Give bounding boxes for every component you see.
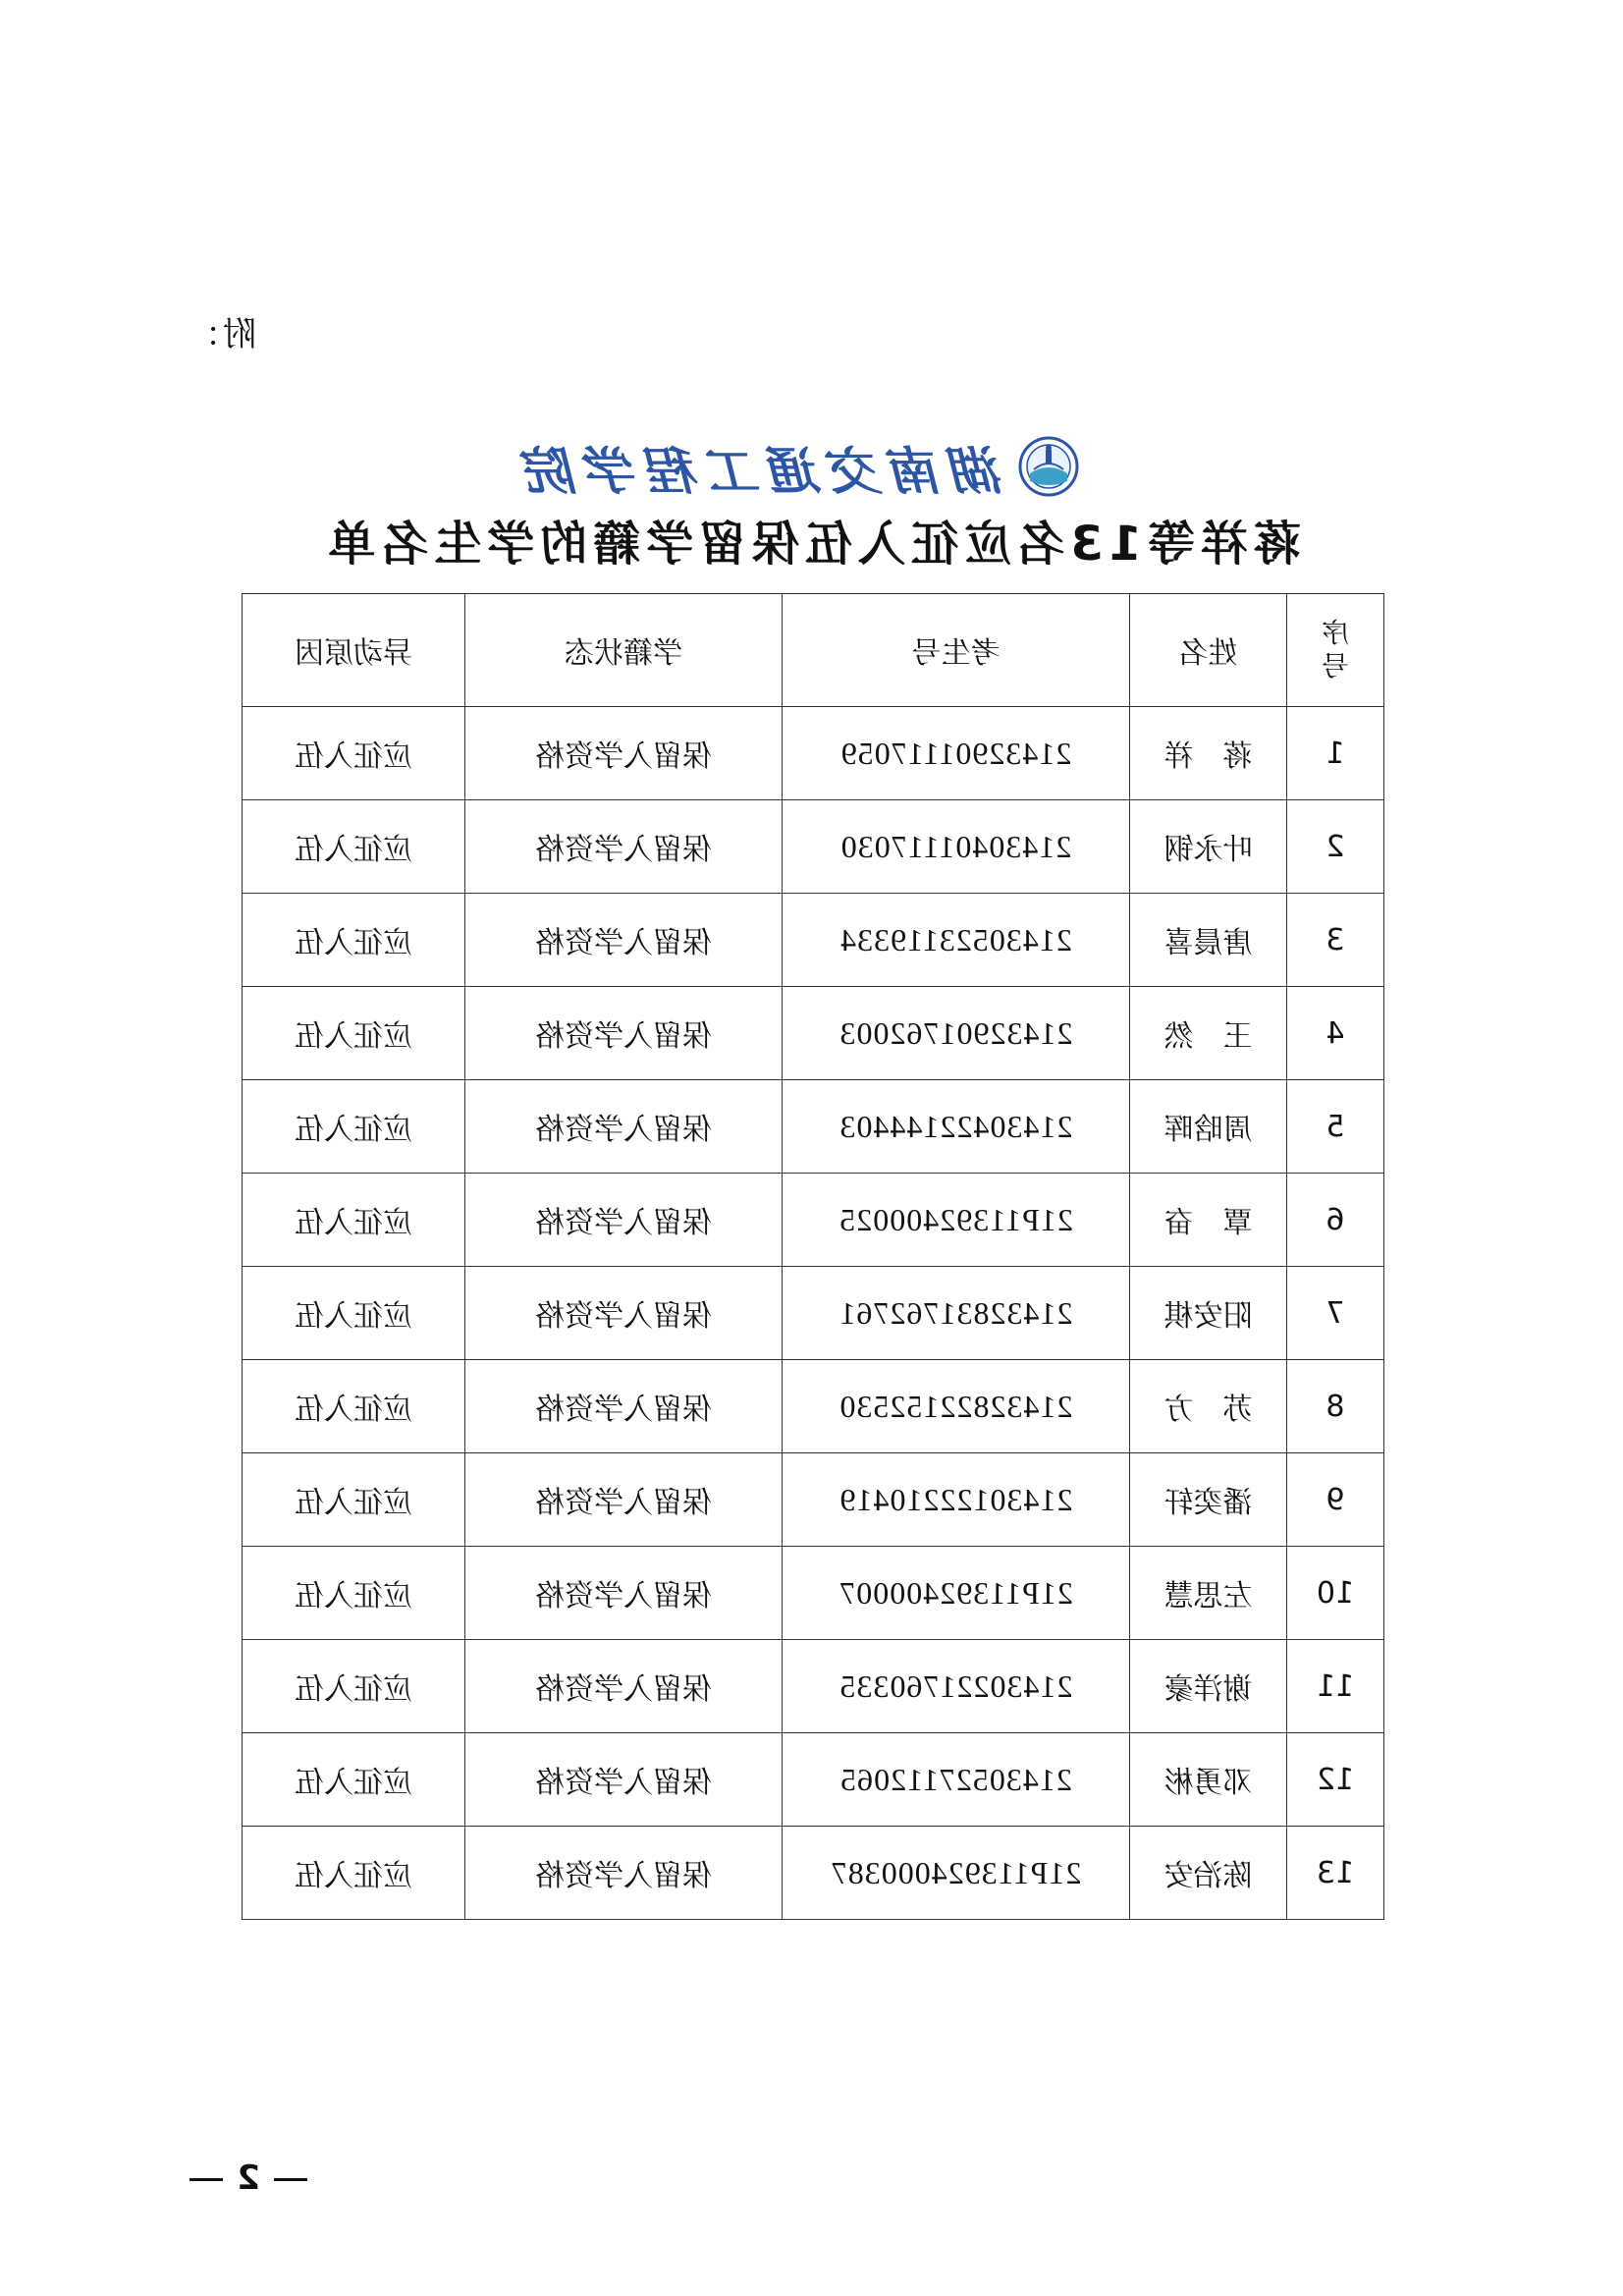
cell-status: 保留入学资格: [465, 1174, 783, 1267]
cell-no: 5: [1287, 1080, 1384, 1174]
cell-reason: 应征入伍: [243, 800, 465, 894]
cell-status: 保留入学资格: [465, 1267, 783, 1360]
cell-status: 保留入学资格: [465, 987, 783, 1080]
cell-status: 保留入学资格: [465, 1453, 783, 1547]
cell-exam-id: 21432901117059: [783, 707, 1130, 800]
cell-status: 保留入学资格: [465, 1827, 783, 1920]
table-row: [243, 1453, 1384, 1547]
cell-exam-id: 21P11392400025: [783, 1174, 1130, 1267]
cell-exam-id: 21430523119334: [783, 894, 1130, 987]
cell-no: 1: [1287, 707, 1384, 800]
table-header-row: [243, 594, 1384, 707]
table-row: [243, 1640, 1384, 1733]
cell-no: 2: [1287, 800, 1384, 894]
cell-no: 7: [1287, 1267, 1384, 1360]
table-row: [243, 987, 1384, 1080]
cell-name: 苏 方: [1130, 1360, 1287, 1453]
table-row: [243, 707, 1384, 800]
cell-no: 4: [1287, 987, 1384, 1080]
cell-exam-id: 21432822152530: [783, 1360, 1130, 1453]
cell-exam-id: 21432901762003: [783, 987, 1130, 1080]
cell-no: 12: [1287, 1733, 1384, 1827]
table-row: [243, 1733, 1384, 1827]
cell-reason: 应征入伍: [243, 1547, 465, 1640]
cell-status: 保留入学资格: [465, 707, 783, 800]
cell-reason: 应征入伍: [243, 1640, 465, 1733]
cell-exam-id: 21430122210419: [783, 1453, 1130, 1547]
header-no-label: 序号: [1321, 617, 1349, 683]
dash-right: [189, 2178, 223, 2181]
cell-reason: 应征入伍: [243, 894, 465, 987]
cell-name: 唐晨喜: [1130, 894, 1287, 987]
cell-name: 陈治安: [1130, 1827, 1287, 1920]
cell-status: 保留入学资格: [465, 800, 783, 894]
school-logo: [516, 432, 1079, 502]
cell-reason: 应征入伍: [243, 1827, 465, 1920]
school-seal-icon: [1018, 436, 1079, 497]
cell-name: 覃 奋: [1130, 1174, 1287, 1267]
cell-reason: 应征入伍: [243, 1267, 465, 1360]
cell-no: 8: [1287, 1360, 1384, 1453]
cell-no: 13: [1287, 1827, 1384, 1920]
cell-status: 保留入学资格: [465, 1733, 783, 1827]
cell-status: 保留入学资格: [465, 1360, 783, 1453]
student-table: [242, 593, 1384, 1920]
table-row: [243, 1360, 1384, 1453]
cell-no: 6: [1287, 1174, 1384, 1267]
cell-status: 保留入学资格: [465, 1080, 783, 1174]
table-row: [243, 894, 1384, 987]
header-name: 姓名: [1130, 594, 1287, 707]
cell-exam-id: 21432831762761: [783, 1267, 1130, 1360]
cell-name: 邓勇彬: [1130, 1733, 1287, 1827]
header-reason: 异动原因: [243, 594, 465, 707]
table-row: [243, 1174, 1384, 1267]
table-row: [243, 1267, 1384, 1360]
header-no: [1287, 594, 1384, 707]
cell-name: 周晗晖: [1130, 1080, 1287, 1174]
cell-reason: 应征入伍: [243, 987, 465, 1080]
cell-reason: 应征入伍: [243, 1174, 465, 1267]
cell-name: 王 然: [1130, 987, 1287, 1080]
cell-exam-id: 21P11392400007: [783, 1547, 1130, 1640]
page-title: 蒋祥等13名应征入伍保留学籍的学生名单: [322, 517, 1301, 572]
cell-exam-id: 21430401117030: [783, 800, 1130, 894]
table-row: [243, 800, 1384, 894]
cell-exam-id: 21430221760335: [783, 1640, 1130, 1733]
cell-no: 11: [1287, 1640, 1384, 1733]
cell-name: 谢洋豪: [1130, 1640, 1287, 1733]
cell-status: 保留入学资格: [465, 1640, 783, 1733]
cell-status: 保留入学资格: [465, 894, 783, 987]
cell-status: 保留入学资格: [465, 1547, 783, 1640]
cell-name: 叶永钢: [1130, 800, 1287, 894]
cell-reason: 应征入伍: [243, 1360, 465, 1453]
header-status: 学籍状态: [465, 594, 783, 707]
table-row: [243, 1080, 1384, 1174]
cell-no: 9: [1287, 1453, 1384, 1547]
cell-reason: 应征入伍: [243, 1080, 465, 1174]
cell-name: 蒋 祥: [1130, 707, 1287, 800]
cell-no: 3: [1287, 894, 1384, 987]
cell-exam-id: 21P113924000387: [783, 1827, 1130, 1920]
school-name: 湖南交通工程学院: [516, 441, 1004, 502]
table-row: [243, 1827, 1384, 1920]
cell-name: 阳安棋: [1130, 1267, 1287, 1360]
cell-reason: 应征入伍: [243, 707, 465, 800]
cell-reason: 应征入伍: [243, 1453, 465, 1547]
cell-no: 10: [1287, 1547, 1384, 1640]
cell-exam-id: 21430527112065: [783, 1733, 1130, 1827]
page-number-value: 2: [237, 2159, 260, 2198]
cell-name: 左思慧: [1130, 1547, 1287, 1640]
cell-reason: 应征入伍: [243, 1733, 465, 1827]
table-row: [243, 1547, 1384, 1640]
dash-left: [274, 2178, 307, 2181]
page-number: [176, 2159, 321, 2198]
cell-exam-id: 21430422144403: [783, 1080, 1130, 1174]
cell-name: 潘奕轩: [1130, 1453, 1287, 1547]
attachment-label: 附：: [186, 315, 256, 355]
header-exam-id: 考生号: [783, 594, 1130, 707]
